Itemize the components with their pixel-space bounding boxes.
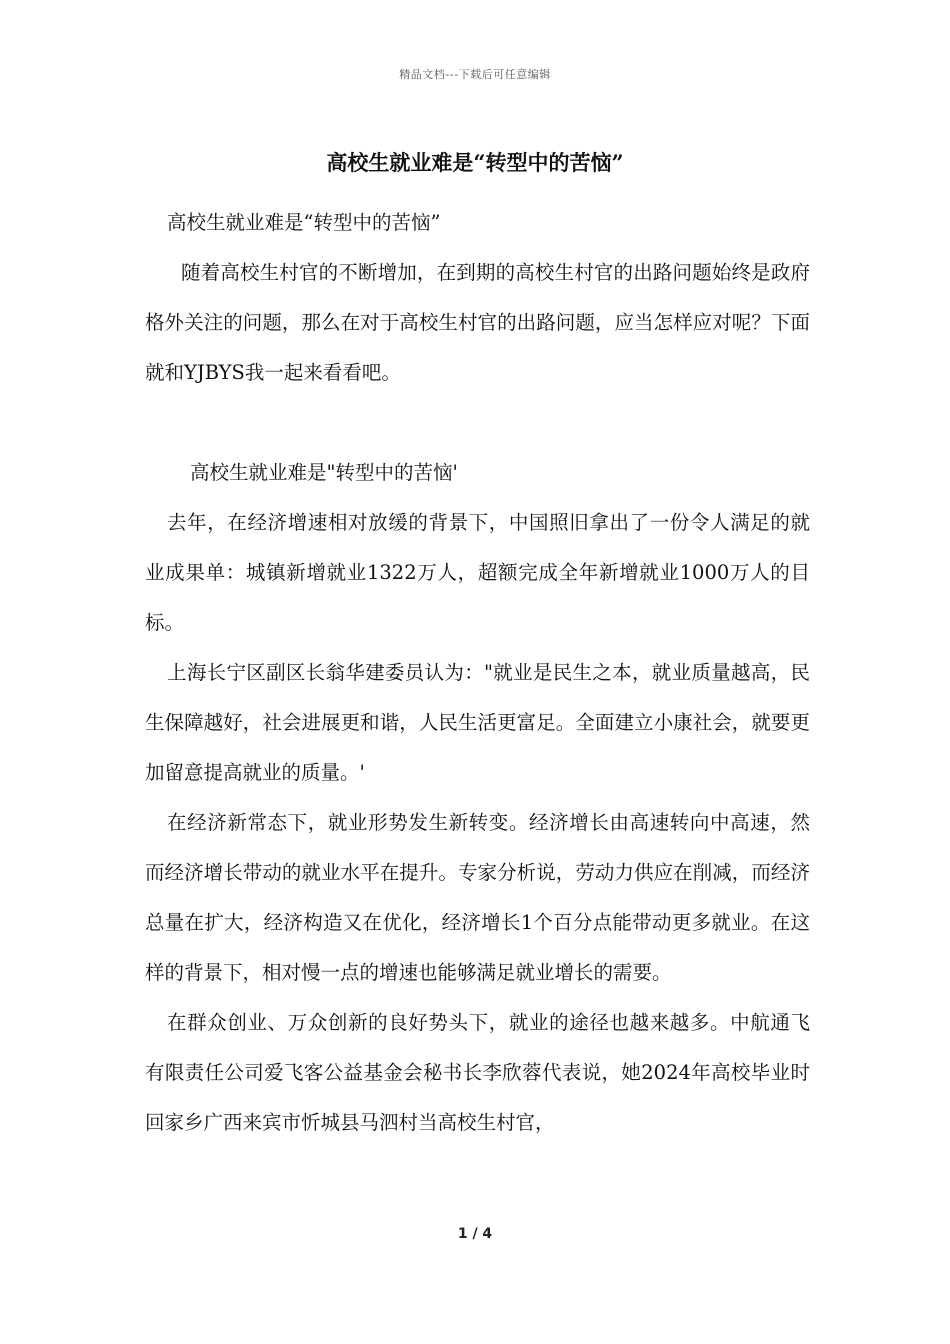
section-heading: 高校生就业难是"转型中的苦恼' (190, 461, 458, 484)
page-number: 1 / 4 (457, 1226, 493, 1242)
document-body (145, 198, 810, 1148)
intro-paragraph: 随着高校生村官的不断增加，在到期的高校生村官的出路问题始终是政府格外关注的问题，那么在对于高校生村官的出路问题，应当怎样应对呢？下面就和YJBYS我一起来看看吧。 (145, 261, 810, 384)
subtitle-paragraph: 高校生就业难是“转型中的苦恼” (167, 211, 441, 234)
page-header: 精品文档---下载后可任意编辑 (399, 68, 551, 81)
document-title: 高校生就业难是“转型中的苦恼” (326, 150, 624, 175)
body-paragraph: 上海长宁区副区长翁华建委员认为："就业是民生之本，就业质量越高，民生保障越好，社会进展更和谐，人民生活更富足。全面建立小康社会，就要更加留意提高就业的质量。' (145, 661, 810, 784)
body-paragraph: 在经济新常态下，就业形势发生新转变。经济增长由高速转向中高速，然而经济增长带动的就业水平在提升。专家分析说，劳动力供应在削减，而经济总量在扩大，经济构造又在优化，经济增长1个百分点能带动更多就业。在这样的背景下，相对慢一点的增速也能够满足就业增长的需要。 (145, 811, 810, 984)
paragraph-spacer (145, 398, 810, 448)
body-paragraph: 在群众创业、万众创新的良好势头下，就业的途径也越来越多。中航通飞有限责任公司爱飞客公益基金会秘书长李欣蓉代表说，她2024年高校毕业时回家乡广西来宾市忻城县马泗村当高校生村官， (145, 1011, 810, 1134)
body-paragraph: 去年，在经济增速相对放缓的背景下，中国照旧拿出了一份令人满足的就业成果单：城镇新增就业1322万人，超额完成全年新增就业1000万人的目标。 (145, 511, 810, 634)
